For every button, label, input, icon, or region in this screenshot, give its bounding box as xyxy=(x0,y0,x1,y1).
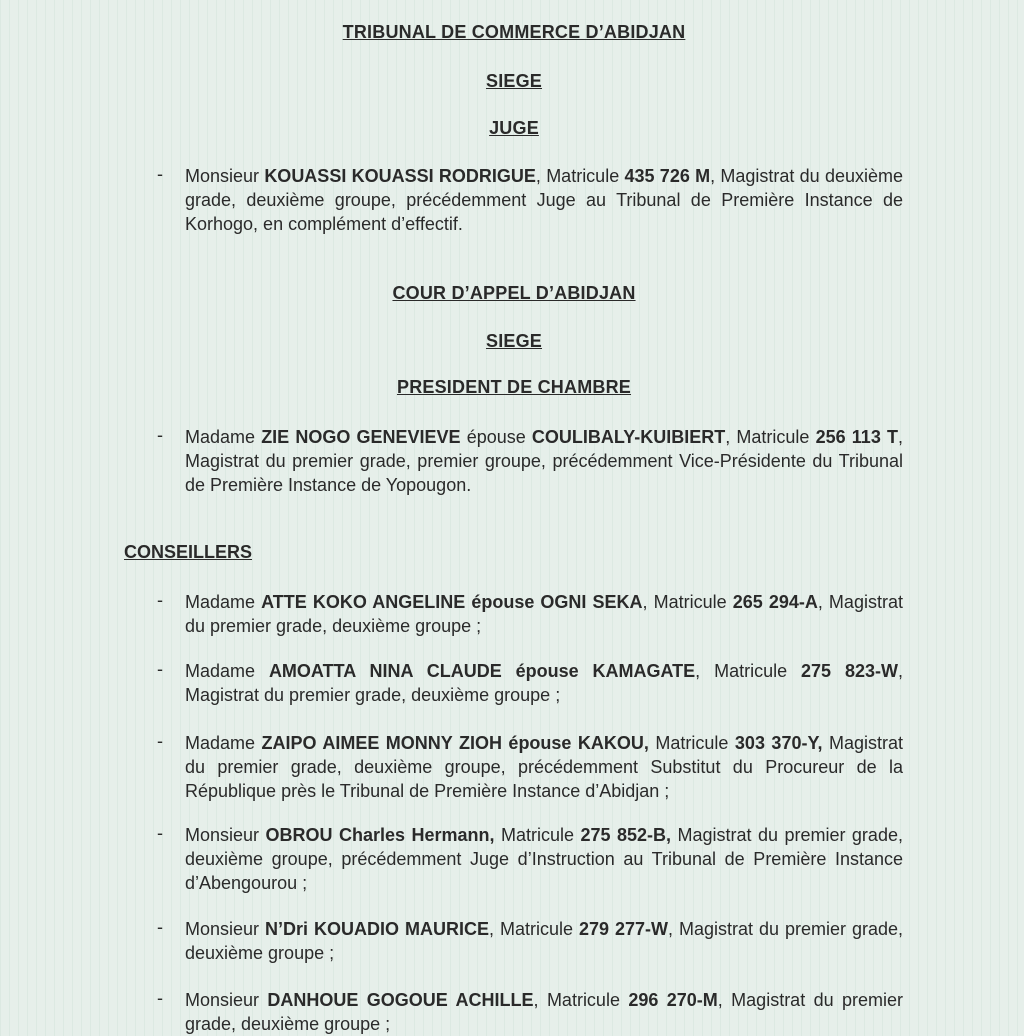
entry-details: , Magistrat du premier grade, deuxième groupe ; xyxy=(185,592,903,636)
entry-zie xyxy=(157,425,903,497)
entry-sep: , xyxy=(533,990,539,1010)
entry-obrou xyxy=(157,823,903,895)
entry-title: Madame xyxy=(185,733,256,753)
entry-title: Madame xyxy=(185,592,256,612)
entry-name: N’Dri KOUADIO MAURICE xyxy=(265,919,489,939)
matricule-label: Matricule xyxy=(655,733,729,753)
entry-details: , Magistrat du premier grade, deuxième groupe ; xyxy=(185,661,903,705)
president-heading: PRESIDENT DE CHAMBRE xyxy=(396,377,632,397)
list-dash: - xyxy=(157,425,163,445)
matricule-label: Matricule xyxy=(500,825,574,845)
cour-siege-heading: SIEGE xyxy=(485,331,543,351)
entry-name: OBROU Charles Hermann, xyxy=(265,825,495,845)
matricule-value: 275 823-W xyxy=(801,661,898,681)
entry-sep: , xyxy=(725,427,731,447)
entry-name: AMOATTA NINA CLAUDE épouse KAMAGATE xyxy=(268,661,696,681)
entry-title: Madame xyxy=(185,661,256,681)
matricule-label: Matricule xyxy=(499,919,573,939)
matricule-label: Matricule xyxy=(546,166,620,186)
entry-name: ZAIPO AIMEE MONNY ZIOH épouse KAKOU, xyxy=(261,733,649,753)
tribunal-siege-heading: SIEGE xyxy=(485,71,543,91)
list-dash: - xyxy=(157,823,163,843)
matricule-value: 435 726 M xyxy=(624,166,711,186)
entry-details: Magistrat du premier grade, deuxième groupe, précédemment Juge d’Instruction au Tribunal de Première Instance d’Abengourou ; xyxy=(185,825,903,893)
matricule-value: 275 852-B, xyxy=(580,825,671,845)
matricule-value: 296 270-M xyxy=(628,990,718,1010)
entry-title: Monsieur xyxy=(185,919,260,939)
entry-details: Magistrat du premier grade, deuxième groupe, précédemment Substitut du Procureur de la République près le Tribunal de Première Instance d’Abidjan ; xyxy=(185,733,903,801)
entry-title: Monsieur xyxy=(185,166,260,186)
matricule-label: Matricule xyxy=(653,592,727,612)
tribunal-title: TRIBUNAL DE COMMERCE D’ABIDJAN xyxy=(342,22,686,42)
entry-details: , Magistrat du premier grade, deuxième groupe ; xyxy=(185,919,903,963)
entry-name: ZIE NOGO GENEVIEVE xyxy=(261,427,461,447)
epouse-label: épouse xyxy=(466,427,526,447)
list-dash: - xyxy=(157,731,163,751)
list-dash: - xyxy=(157,917,163,937)
matricule-label: Matricule xyxy=(736,427,810,447)
entry-name: DANHOUE GOGOUE ACHILLE xyxy=(267,990,534,1010)
entry-details: , Magistrat du premier grade, premier groupe, précédemment Vice-Présidente du Tribunal de Première Instance de Yopougon. xyxy=(185,427,903,495)
entry-details: , Magistrat du premier grade, deuxième groupe ; xyxy=(185,990,903,1034)
entry-details: , Magistrat du deuxième grade, deuxième groupe, précédemment Juge au Tribunal de Première Instance de Korhogo, en complément d’effectif. xyxy=(185,166,904,234)
entry-title: Monsieur xyxy=(185,825,260,845)
entry-name: KOUASSI KOUASSI RODRIGUE xyxy=(264,166,536,186)
matricule-value: 279 277-W xyxy=(578,919,669,939)
matricule-value: 303 370-Y, xyxy=(734,733,823,753)
entry-title: Madame xyxy=(185,427,256,447)
conseillers-heading: CONSEILLERS xyxy=(124,542,253,562)
cour-title: COUR D’APPEL D’ABIDJAN xyxy=(392,283,636,303)
entry-sep: , xyxy=(642,592,648,612)
entry-kouassi xyxy=(157,164,903,236)
list-dash: - xyxy=(157,988,163,1008)
entry-danhoue xyxy=(157,988,903,1036)
entry-sep: , xyxy=(488,919,494,939)
entry-ndri xyxy=(157,917,903,965)
matricule-value: 265 294-A xyxy=(732,592,818,612)
spouse-name: COULIBALY-KUIBIERT xyxy=(531,427,726,447)
entry-name: ATTE KOKO ANGELINE épouse OGNI SEKA xyxy=(261,592,643,612)
matricule-value: 256 113 T xyxy=(815,427,898,447)
matricule-label: Matricule xyxy=(546,990,620,1010)
entry-sep: , xyxy=(695,661,701,681)
entry-title: Monsieur xyxy=(185,990,260,1010)
entry-atte xyxy=(157,590,903,638)
list-dash: - xyxy=(157,164,163,184)
entry-amoatta xyxy=(157,659,903,707)
entry-sep: , xyxy=(535,166,541,186)
list-dash: - xyxy=(157,659,163,679)
list-dash: - xyxy=(157,590,163,610)
matricule-label: Matricule xyxy=(714,661,788,681)
tribunal-juge-heading: JUGE xyxy=(489,118,539,138)
entry-zaipo xyxy=(157,731,903,803)
